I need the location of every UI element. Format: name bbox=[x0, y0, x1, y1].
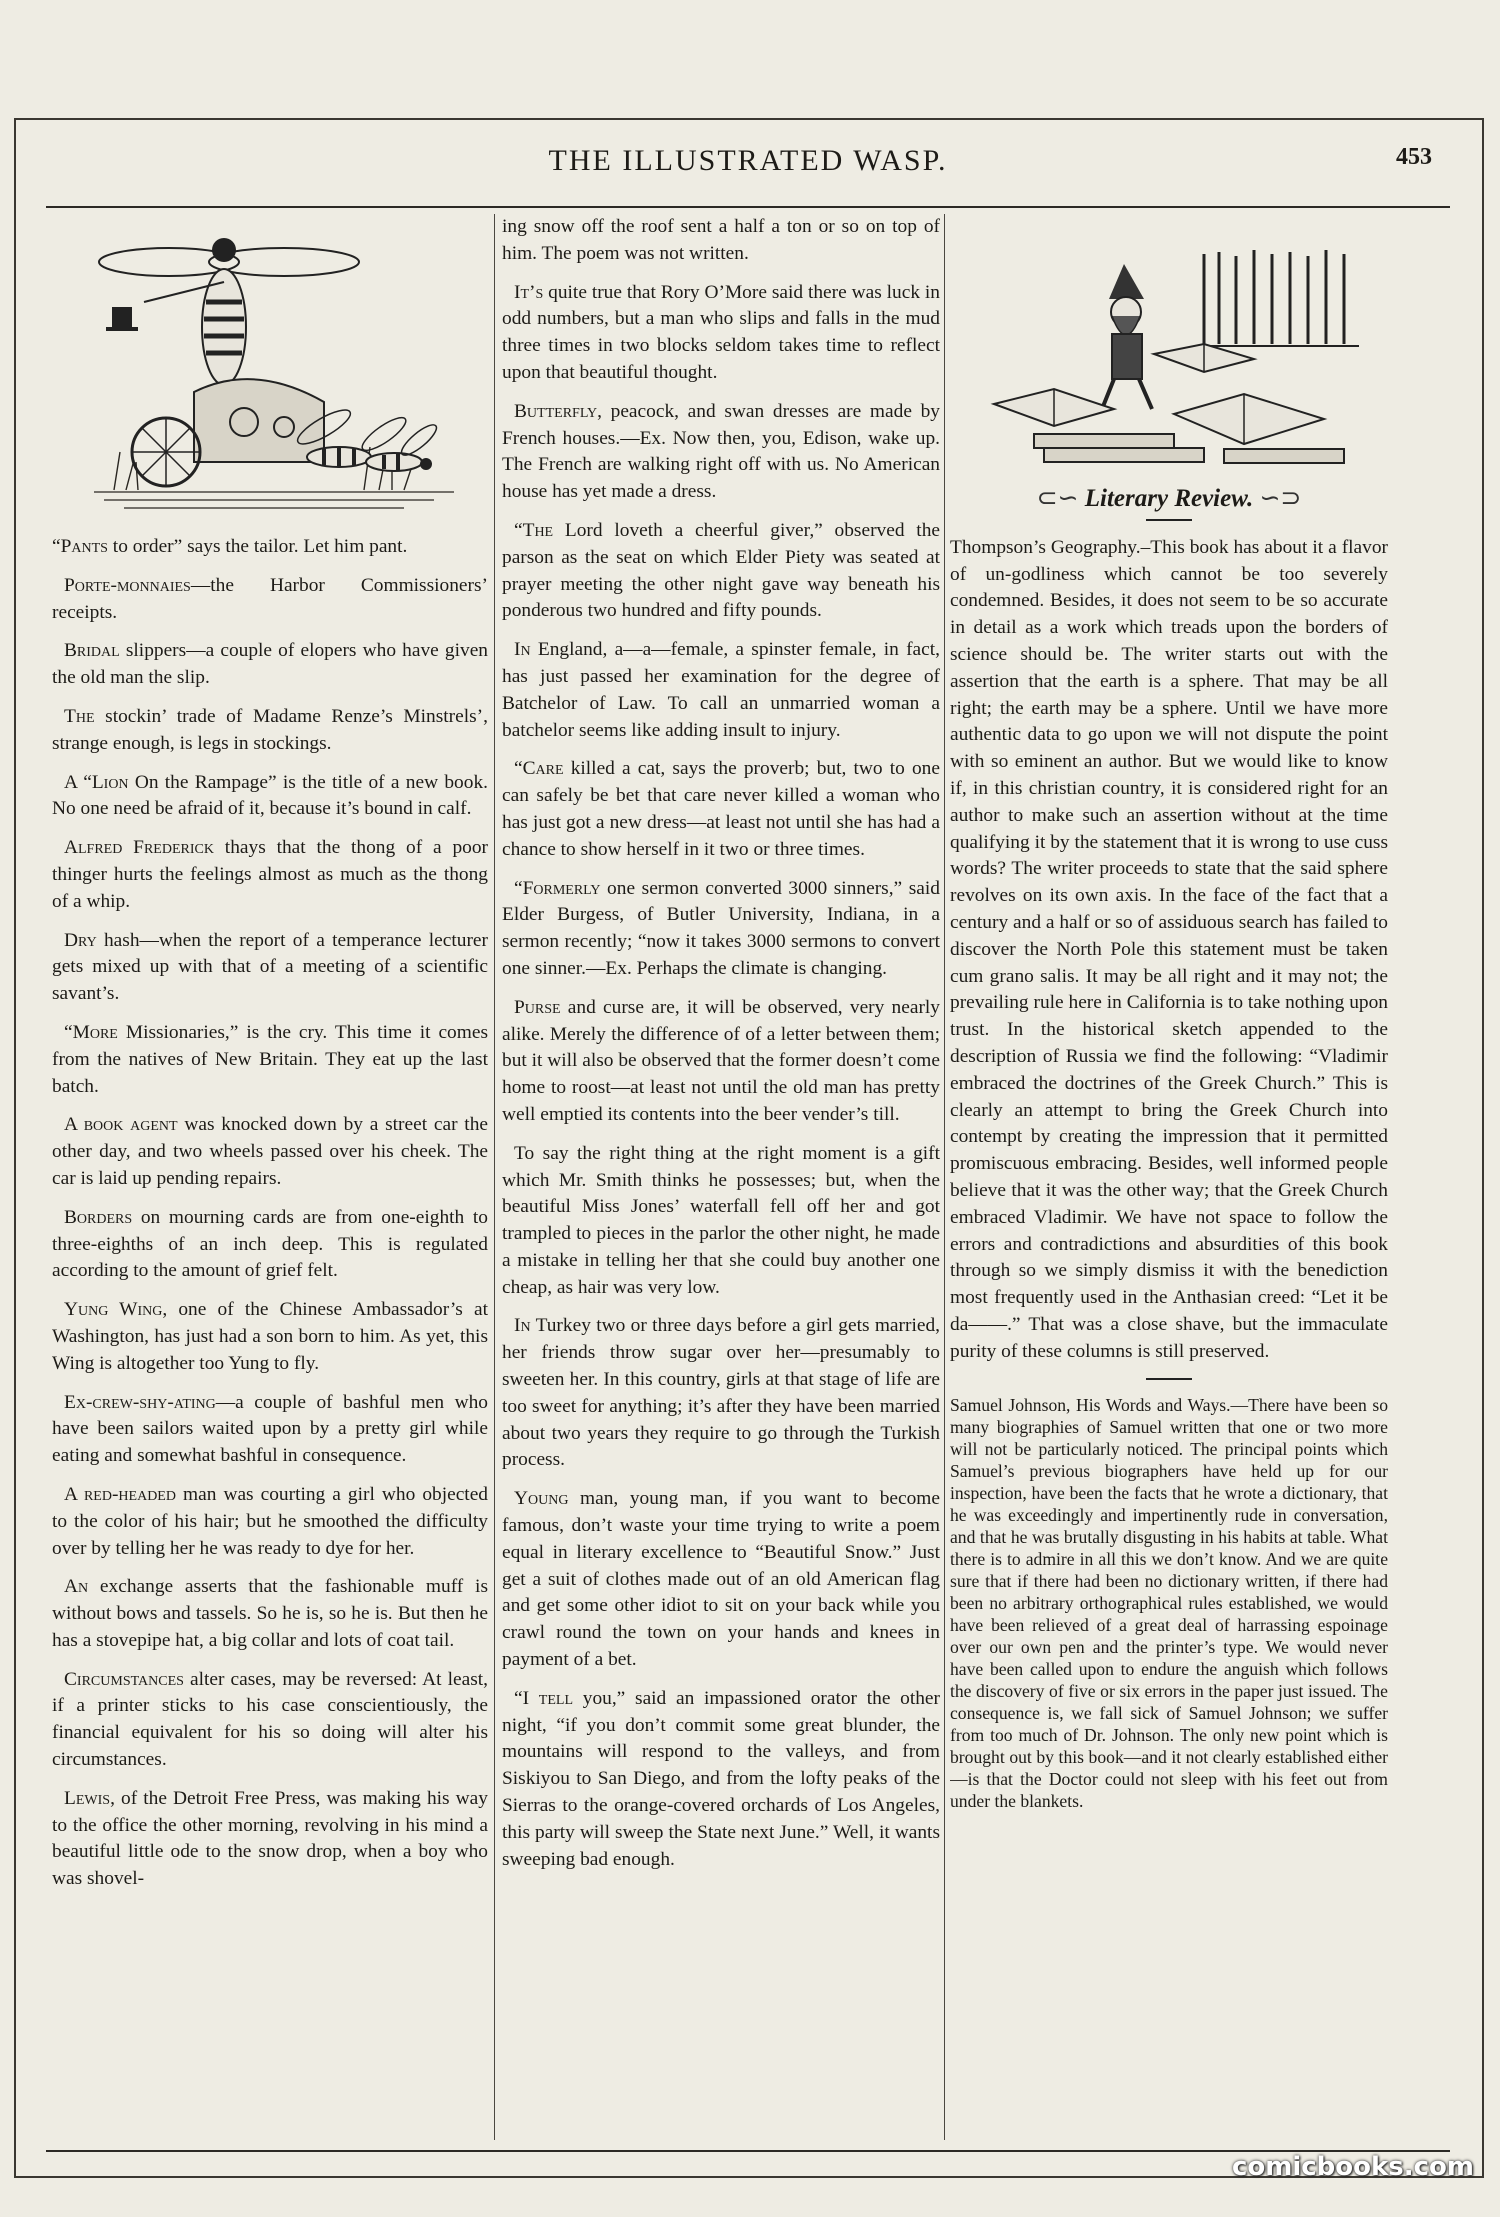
para-lead: It’s bbox=[514, 281, 544, 303]
para-lead: Porte-monnaies bbox=[64, 574, 191, 596]
paragraph bbox=[52, 1482, 488, 1562]
flourish-right-icon: ∽⊃ bbox=[1259, 485, 1302, 512]
para-lead: The bbox=[64, 705, 95, 727]
paragraph bbox=[502, 1313, 940, 1474]
para-text: quite true that Rory O’More said there was luck in odd numbers, but a man who slips and falls in the mud three times in two blocks seldom takes time to reflect upon that beautiful thought. bbox=[502, 281, 940, 383]
review-paragraph: Thompson’s Geography.–This book has about it a flavor of un-godliness which cannot be too severely condemned. Besides, it does not seem to be so accurate in detail as a work which treads upon the borders of science should be. The writer starts out with the assertion that the earth is a sphere. That may be all right; the earth may be a sphere. Until we have more authentic data to go upon we will not dispute the point with so eminent an author. But we would like to know if, in this christian country, it is considered right for an author to make such an assertion without at the time qualifying it by the statement that it is wrong to use cuss words? The writer proceeds to state that the said sphere revolves on its own axis. In the face of the fact that a century and a half or so of assiduous search has failed to discover the North Pole this statement must be taken cum grano salis. It may be all right and it may not; the prevailing rule here in California is to take nothing upon trust. In the historical sketch appended to the description of Russia we find the following: “Vladimir embraced the doctrines of the Greek Church.” This is clearly an attempt to bring the Greek Church into contempt by creating the impression that it permitted promiscuous embracing. Besides, well informed people believe that it was the other way; that the Greek Church embraced Vladimir. We have not space to follow the errors and contradictions and absurdities of this book through so we simply dismiss it with the benediction most frequently used in the Anthasian creed: “Let it be da——.” That was a close shave, but the immaculate purity of these columns is still preserved. bbox=[950, 536, 1388, 1362]
column-left bbox=[52, 214, 488, 2144]
paragraph bbox=[502, 637, 940, 744]
para-text: hash—when the report of a temperance lecturer gets mixed up with that of a meeting of a scientific savant’s. bbox=[52, 929, 488, 1005]
gnome-reading-books-illustration bbox=[974, 244, 1364, 474]
page-title: THE ILLUSTRATED WASP. bbox=[548, 144, 948, 177]
paragraph bbox=[502, 214, 940, 268]
paragraph bbox=[52, 1205, 488, 1285]
section-heading-text: Literary Review. bbox=[1084, 485, 1254, 512]
para-text: man was courting a girl who objected to the color of his hair; but he smoothed the difficulty over by telling her he was ready to dye for her. bbox=[52, 1483, 488, 1559]
paragraph bbox=[502, 995, 940, 1129]
column-middle bbox=[502, 214, 940, 2144]
para-lead: Borders bbox=[64, 1206, 133, 1228]
para-lead: Alfred Frederick bbox=[64, 837, 214, 859]
para-text: on mourning cards are from one-eighth to three-eighths of an inch deep. This is regulated according to the amount of grief felt. bbox=[52, 1206, 488, 1282]
para-text: ing snow off the roof sent a half a ton or so on top of him. The poem was not written. bbox=[502, 216, 940, 264]
para-text: exchange asserts that the fashionable muff is without bows and tassels. So he is, so he is. But then he has a stovepipe hat, a big collar and lots of coat tail. bbox=[52, 1576, 488, 1651]
para-lead: A red-headed bbox=[64, 1483, 176, 1505]
paragraph bbox=[52, 1390, 488, 1470]
para-text: you,” said an impassioned orator the other night, “if you don’t commit some great blunder, the mountains will respond to the valleys, and from Siskiyou to San Diego, and from the lofty peaks of the Sierras to the orange-covered orchards of Los Angeles, this party will sweep the State next June.” Well, it wants sweeping bad enough. bbox=[502, 1687, 940, 1870]
paragraph bbox=[502, 518, 940, 625]
paragraph bbox=[52, 534, 488, 561]
wasp-chariot-illustration bbox=[74, 222, 466, 522]
paragraph bbox=[52, 638, 488, 692]
paragraph bbox=[52, 1667, 488, 1774]
para-text: On the Rampage” is the title of a new book. No one need be afraid of it, because it’s bound in calf. bbox=[52, 771, 488, 820]
page-header bbox=[46, 136, 1450, 208]
paragraph bbox=[502, 1486, 940, 1674]
para-text: To say the right thing at the right moment is a gift which Mr. Smith thinks he possesses; but, when the beautiful Miss Jones’ waterfall fell off her and got trampled to pieces in the parlor the other night, he made a mistake in telling her that she could buy another one cheap, as hair was very low. bbox=[502, 1142, 940, 1298]
para-text: thays that the thong of a poor thinger hurts the feelings almost as much as the thong of a whip. bbox=[52, 837, 488, 912]
paragraph bbox=[52, 1574, 488, 1654]
para-lead: “Formerly bbox=[514, 877, 601, 899]
para-text: , of the Detroit Free Press, was making his way to the office the other morning, revolving in his mind a beautiful little ode to the snow drop, when a boy who was shovel- bbox=[52, 1787, 488, 1890]
paragraph bbox=[52, 835, 488, 915]
para-text: stockin’ trade of Madame Renze’s Minstrels’, strange enough, is legs in stockings. bbox=[52, 705, 488, 754]
paragraph bbox=[52, 704, 488, 758]
para-text: , peacock, and swan dresses are made by French houses.—Ex. Now then, you, Edison, wake up. The French are walking right off with us. No American house has yet made a dress. bbox=[502, 400, 940, 503]
paragraph bbox=[52, 928, 488, 1008]
para-text: and curse are, it will be observed, very nearly alike. Merely the difference of of a letter between them; but it will also be observed that the former doesn’t come home to roost—at least not until the old man has pretty well emptied its contents into the beer vender’s till. bbox=[502, 996, 940, 1125]
paragraph bbox=[52, 1020, 488, 1100]
paragraph bbox=[502, 1141, 940, 1302]
paragraph bbox=[502, 876, 940, 983]
para-text: Missionaries,” is the cry. This time it comes from the natives of New Britain. They eat up the last batch. bbox=[52, 1021, 488, 1097]
para-text: slippers—a couple of elopers who have given the old man the slip. bbox=[52, 640, 488, 689]
para-text: —a couple of bashful men who have been sailors waited upon by a pretty girl while eating and somewhat bashful in consequence. bbox=[52, 1391, 488, 1467]
para-text: man, young man, if you want to become famous, don’t waste your time trying to write a poem equal in literary excellence to “Beautiful Snow.” Just get a suit of clothes made out of an old American flag and get some other idiot to sit on your back while you crawl round the town on your hands and knees in payment of a bet. bbox=[502, 1488, 940, 1671]
para-text: alter cases, may be reversed: At least, if a printer sticks to his case conscientiously, the financial equivalent for his so doing will alter his circumstances. bbox=[52, 1668, 488, 1771]
para-lead: Young bbox=[514, 1488, 569, 1510]
para-text: England, a—a—female, a spinster female, in fact, has just passed her examination for the degree of Batchelor of Law. To call an unmarried woman a batchelor seems like adding insult to injury. bbox=[502, 639, 940, 741]
para-lead: Circumstances bbox=[64, 1668, 184, 1690]
paragraph bbox=[502, 756, 940, 863]
paragraph bbox=[52, 573, 488, 627]
para-lead: “Pants bbox=[52, 536, 108, 557]
site-watermark: comicbooks.com bbox=[1231, 2152, 1474, 2182]
flourish-left-icon: ⊂∽ bbox=[1036, 485, 1079, 512]
para-text: Turkey two or three days before a girl gets married, her friends throw sugar over her—presumably to sweeten her. In this country, girls at that stage of life are too sweet for anything; it’s after they have been married about two years they require to go through the Turkish process. bbox=[502, 1315, 940, 1471]
paragraph bbox=[502, 1686, 940, 1874]
para-text: was knocked down by a street car the other day, and two wheels passed over his cheek. The car is laid up pending repairs. bbox=[52, 1114, 488, 1189]
para-lead: “I tell bbox=[514, 1687, 574, 1709]
paragraph bbox=[52, 1297, 488, 1377]
para-lead: “The bbox=[514, 519, 554, 541]
section-heading bbox=[950, 486, 1388, 513]
paragraph bbox=[52, 1786, 488, 1893]
para-lead: Purse bbox=[514, 996, 561, 1018]
column-right bbox=[950, 214, 1388, 2144]
para-lead: A book agent bbox=[64, 1114, 178, 1136]
para-lead: Lewis bbox=[64, 1787, 111, 1809]
column-rule bbox=[494, 214, 495, 2140]
para-lead: Dry bbox=[64, 929, 97, 951]
para-text: Lord loveth a cheerful giver,” observed the parson as the seat on which Elder Piety was seated at prayer meeting the other night gave way beneath his ponderous two hundred and fifty pounds. bbox=[502, 519, 940, 622]
page-number: 453 bbox=[1396, 144, 1432, 170]
column-rule bbox=[944, 214, 945, 2140]
paragraph bbox=[502, 399, 940, 506]
para-lead: An bbox=[64, 1576, 89, 1598]
para-lead: A “Lion bbox=[64, 771, 129, 793]
para-lead: In bbox=[514, 639, 531, 661]
para-lead: “More bbox=[64, 1021, 118, 1043]
para-text: , one of the Chinese Ambassador’s at Washington, has just had a son born to him. As yet, this Wing is altogether too Yung to fly. bbox=[52, 1299, 488, 1374]
para-text: —the Harbor Commissioners’ receipts. bbox=[52, 574, 488, 623]
para-text: one sermon converted 3000 sinners,” said Elder Burgess, of Butler University, Indiana, in a sermon recently; “now it takes 3000 sermons to convert one sinner.—Ex. Perhaps the climate is changing. bbox=[502, 877, 940, 979]
paragraph bbox=[52, 770, 488, 824]
para-lead: Bridal bbox=[64, 640, 120, 662]
review-paragraph: Samuel Johnson, His Words and Ways.—There have been so many biographies of Samuel written that one or two more will not be particularly noticed. The principal points which Samuel’s previous biographers have held up for our inspection, have been the facts that he wrote a dictionary, that he was exceedingly and impertinently rude in conversation, and that he was brutally disgusting in his habits at table. What there is to admire in all this we don’t know. And we are quite sure that if there had been no dictionary written, if there had been no arbitrary orthographical rules established, we would have been relieved of a great deal of harrassing espoinage over our own pen and the printer’s type. We would never have been called upon to endure the anguish which follows the discovery of five or six errors in the paper just issued. The consequence is, we fall sick of Samuel Johnson; we suffer from too much of Dr. Johnson. The only new point which is brought out by this book—and it not clearly established either—is that the Doctor could not sleep with his feet out from under the blankets. bbox=[950, 1394, 1388, 1811]
para-lead: Yung Wing bbox=[64, 1299, 163, 1321]
paragraph bbox=[52, 1112, 488, 1192]
section-divider bbox=[1146, 519, 1192, 521]
para-lead: Ex-crew-shy-ating bbox=[64, 1391, 216, 1413]
section-divider bbox=[1146, 1378, 1192, 1380]
para-text: killed a cat, says the proverb; but, two to one can safely be bet that care never killed a woman who has just got a new dress—at least not until she has had a chance to show herself in it two or three times. bbox=[502, 758, 940, 860]
paragraph bbox=[502, 280, 940, 387]
para-text: to order” says the tailor. Let him pant. bbox=[107, 536, 408, 557]
para-lead: In bbox=[514, 1315, 531, 1337]
para-lead: Butterfly bbox=[514, 400, 598, 422]
para-lead: “Care bbox=[514, 758, 564, 780]
